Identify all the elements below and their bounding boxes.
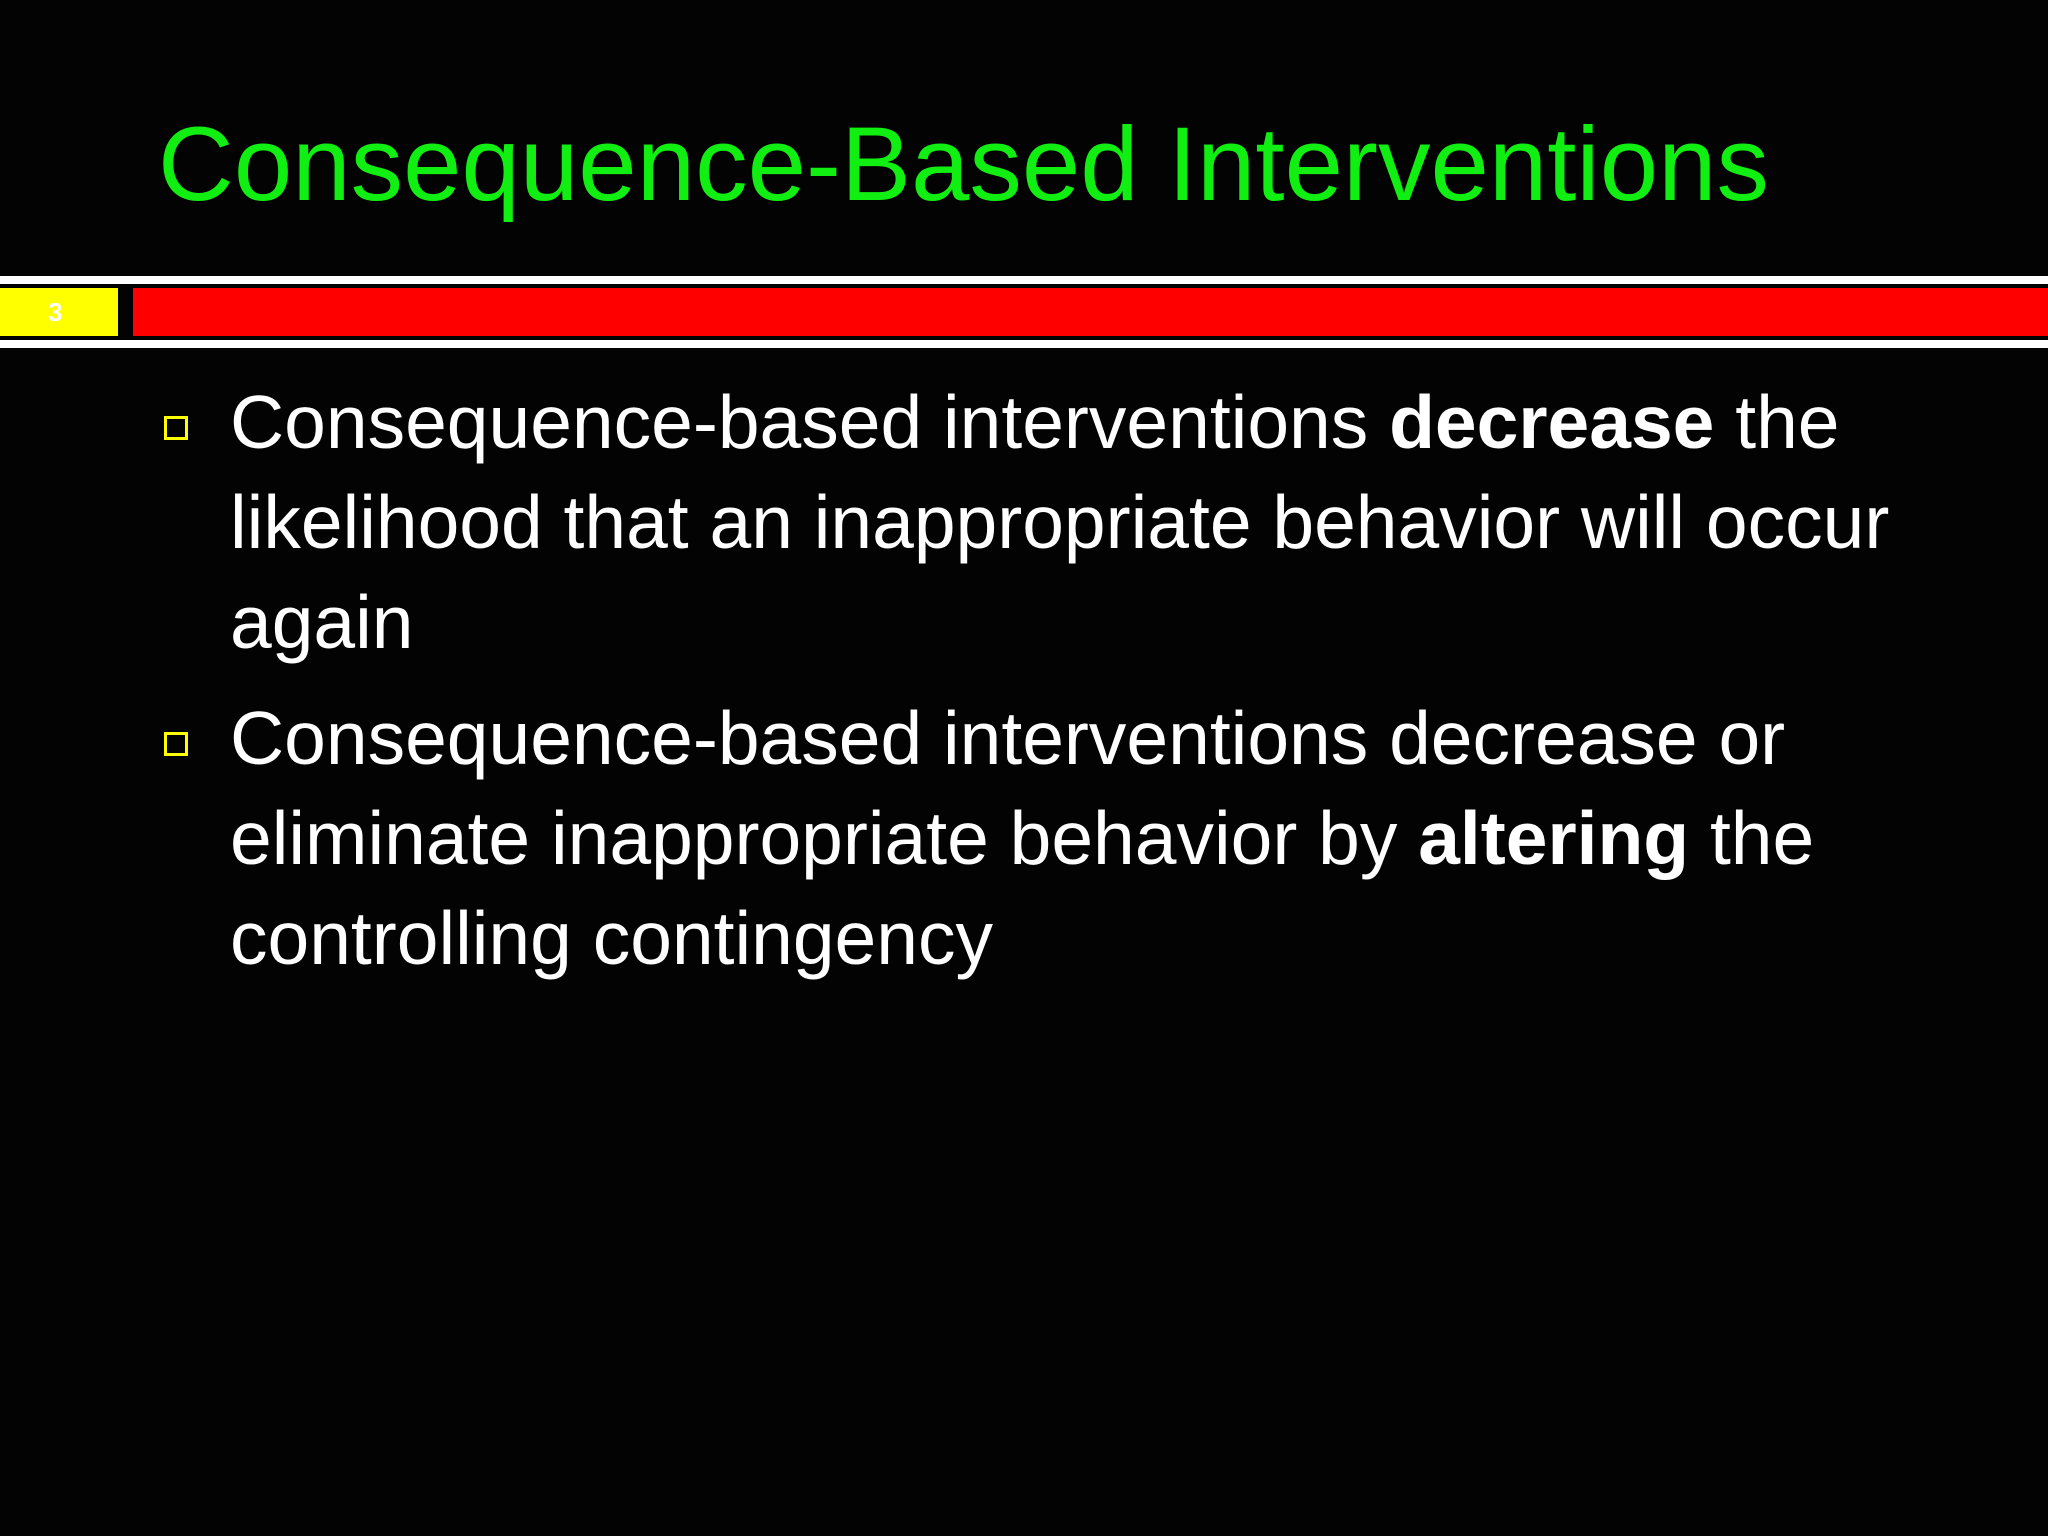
bullet-text-bold: altering <box>1418 796 1690 880</box>
hollow-square-icon <box>164 416 188 440</box>
bullet-text <box>230 372 2020 672</box>
bullet-text <box>230 688 2020 988</box>
slide-title: Consequence-Based Interventions <box>158 106 1770 223</box>
red-header-band <box>133 288 2048 336</box>
bullet-item <box>160 688 2020 988</box>
bottom-divider-line <box>0 340 2048 348</box>
slide-number: 3 <box>48 297 63 327</box>
bullet-text-bold: decrease <box>1389 380 1715 464</box>
bullet-list <box>160 372 2020 1004</box>
bullet-text-after: the controlling contingency <box>230 796 1815 980</box>
bullet-text-before: Consequence-based interventions <box>230 380 1390 464</box>
bullet-text-before: Consequence-based interventions decrease or eliminate inappropriate behavior by <box>230 696 1786 880</box>
bullet-text-after: the likelihood that an inappropriate behavior will occur again <box>230 380 1890 664</box>
top-divider-line <box>0 276 2048 284</box>
bullet-item <box>160 372 2020 672</box>
hollow-square-icon <box>164 732 188 756</box>
